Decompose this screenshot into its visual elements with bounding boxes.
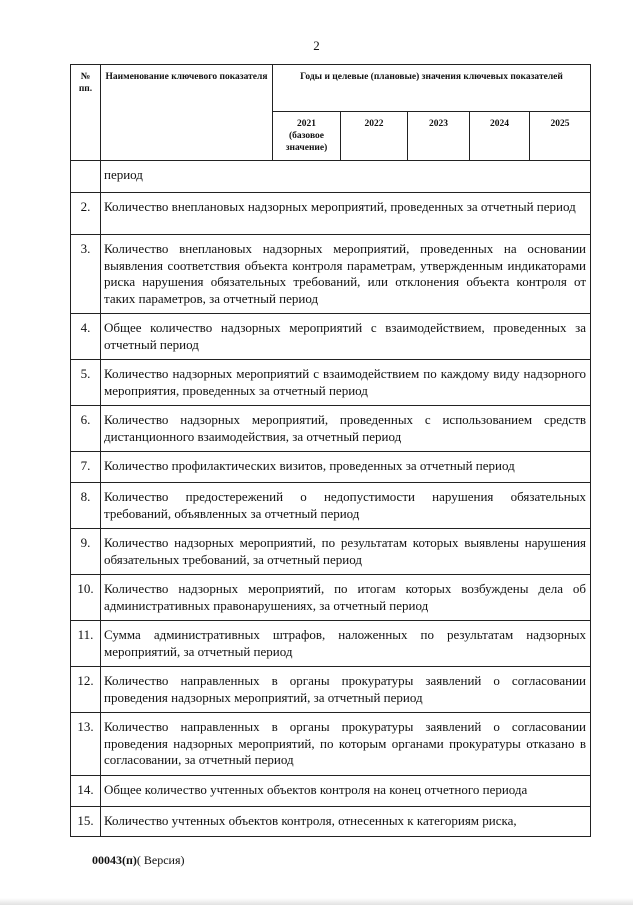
row-number: 3. xyxy=(71,235,101,314)
indicator-name: Количество направленных в органы прокуратуры заявлений о согласовании проведения надзорных мероприятий, за отчетный период xyxy=(101,667,591,713)
table-row xyxy=(71,483,591,529)
indicator-name: Общее количество учтенных объектов контроля на конец отчетного периода xyxy=(101,775,591,806)
indicator-name: период xyxy=(101,161,591,193)
indicator-name: Количество внеплановых надзорных мероприятий, проведенных за отчетный период xyxy=(101,193,591,235)
header-years: Годы и целевые (плановые) значения ключевых показателей xyxy=(273,65,591,112)
table-row xyxy=(71,806,591,836)
row-number: 4. xyxy=(71,314,101,360)
row-number: 14. xyxy=(71,775,101,806)
document-code xyxy=(92,853,185,868)
year-2021: 2021 (базовое значение) xyxy=(273,112,341,161)
table-row xyxy=(71,235,591,314)
table-row xyxy=(71,406,591,452)
indicator-name: Количество надзорных мероприятий, по итогам которых возбуждены дела об административных правонарушениях, за отчетный период xyxy=(101,575,591,621)
indicator-name: Количество профилактических визитов, проведенных за отчетный период xyxy=(101,452,591,483)
document-version-label: ( Версия) xyxy=(136,853,185,867)
indicator-name: Количество предостережений о недопустимости нарушения обязательных требований, объявленных за отчетный период xyxy=(101,483,591,529)
kpi-table xyxy=(70,64,591,837)
header-num: № пп. xyxy=(71,65,101,161)
row-number: 12. xyxy=(71,667,101,713)
table-row xyxy=(71,621,591,667)
year-2025: 2025 xyxy=(530,112,591,161)
row-number xyxy=(71,161,101,193)
indicator-name: Количество внеплановых надзорных мероприятий, проведенных на основании выявления соответствия объекта контроля параметрам, утвержденным индикаторами риска нарушения обязательных требований, или отклонения объекта контроля от таких параметров, за отчетный период xyxy=(101,235,591,314)
document-code-number: 00043(п) xyxy=(92,853,137,867)
table-row xyxy=(71,775,591,806)
year-2024: 2024 xyxy=(470,112,530,161)
page-number: 2 xyxy=(313,38,320,53)
row-number: 6. xyxy=(71,406,101,452)
indicator-name: Количество направленных в органы прокуратуры заявлений о согласовании проведения надзорных мероприятий, по которым органами прокуратуры отказано в согласовании, за отчетный период xyxy=(101,713,591,776)
indicator-name: Количество надзорных мероприятий с взаимодействием по каждому виду надзорного мероприятия, проведенных за отчетный период xyxy=(101,360,591,406)
row-number: 13. xyxy=(71,713,101,776)
row-number: 5. xyxy=(71,360,101,406)
header-name: Наименование ключевого показателя xyxy=(101,65,273,161)
row-number: 15. xyxy=(71,806,101,836)
indicator-name: Общее количество надзорных мероприятий с взаимодействием, проведенных за отчетный период xyxy=(101,314,591,360)
table-row xyxy=(71,575,591,621)
table-row xyxy=(71,360,591,406)
row-number: 9. xyxy=(71,529,101,575)
table-row xyxy=(71,529,591,575)
row-number: 2. xyxy=(71,193,101,235)
scan-edge xyxy=(0,898,633,905)
row-number: 7. xyxy=(71,452,101,483)
year-2023: 2023 xyxy=(408,112,470,161)
table-row xyxy=(71,193,591,235)
row-number: 8. xyxy=(71,483,101,529)
table-row xyxy=(71,452,591,483)
indicator-name: Сумма административных штрафов, наложенных по результатам надзорных мероприятий, за отчетный период xyxy=(101,621,591,667)
row-number: 10. xyxy=(71,575,101,621)
indicator-name: Количество надзорных мероприятий, проведенных с использованием средств дистанционного взаимодействия, за отчетный период xyxy=(101,406,591,452)
row-number: 11. xyxy=(71,621,101,667)
header-row xyxy=(71,65,591,112)
table-row xyxy=(71,713,591,776)
table-row xyxy=(71,667,591,713)
indicator-name: Количество учтенных объектов контроля, отнесенных к категориям риска, xyxy=(101,806,591,836)
table-row xyxy=(71,161,591,193)
indicator-name: Количество надзорных мероприятий, по результатам которых выявлены нарушения обязательных требований, за отчетный период xyxy=(101,529,591,575)
year-2022: 2022 xyxy=(341,112,408,161)
table-row xyxy=(71,314,591,360)
